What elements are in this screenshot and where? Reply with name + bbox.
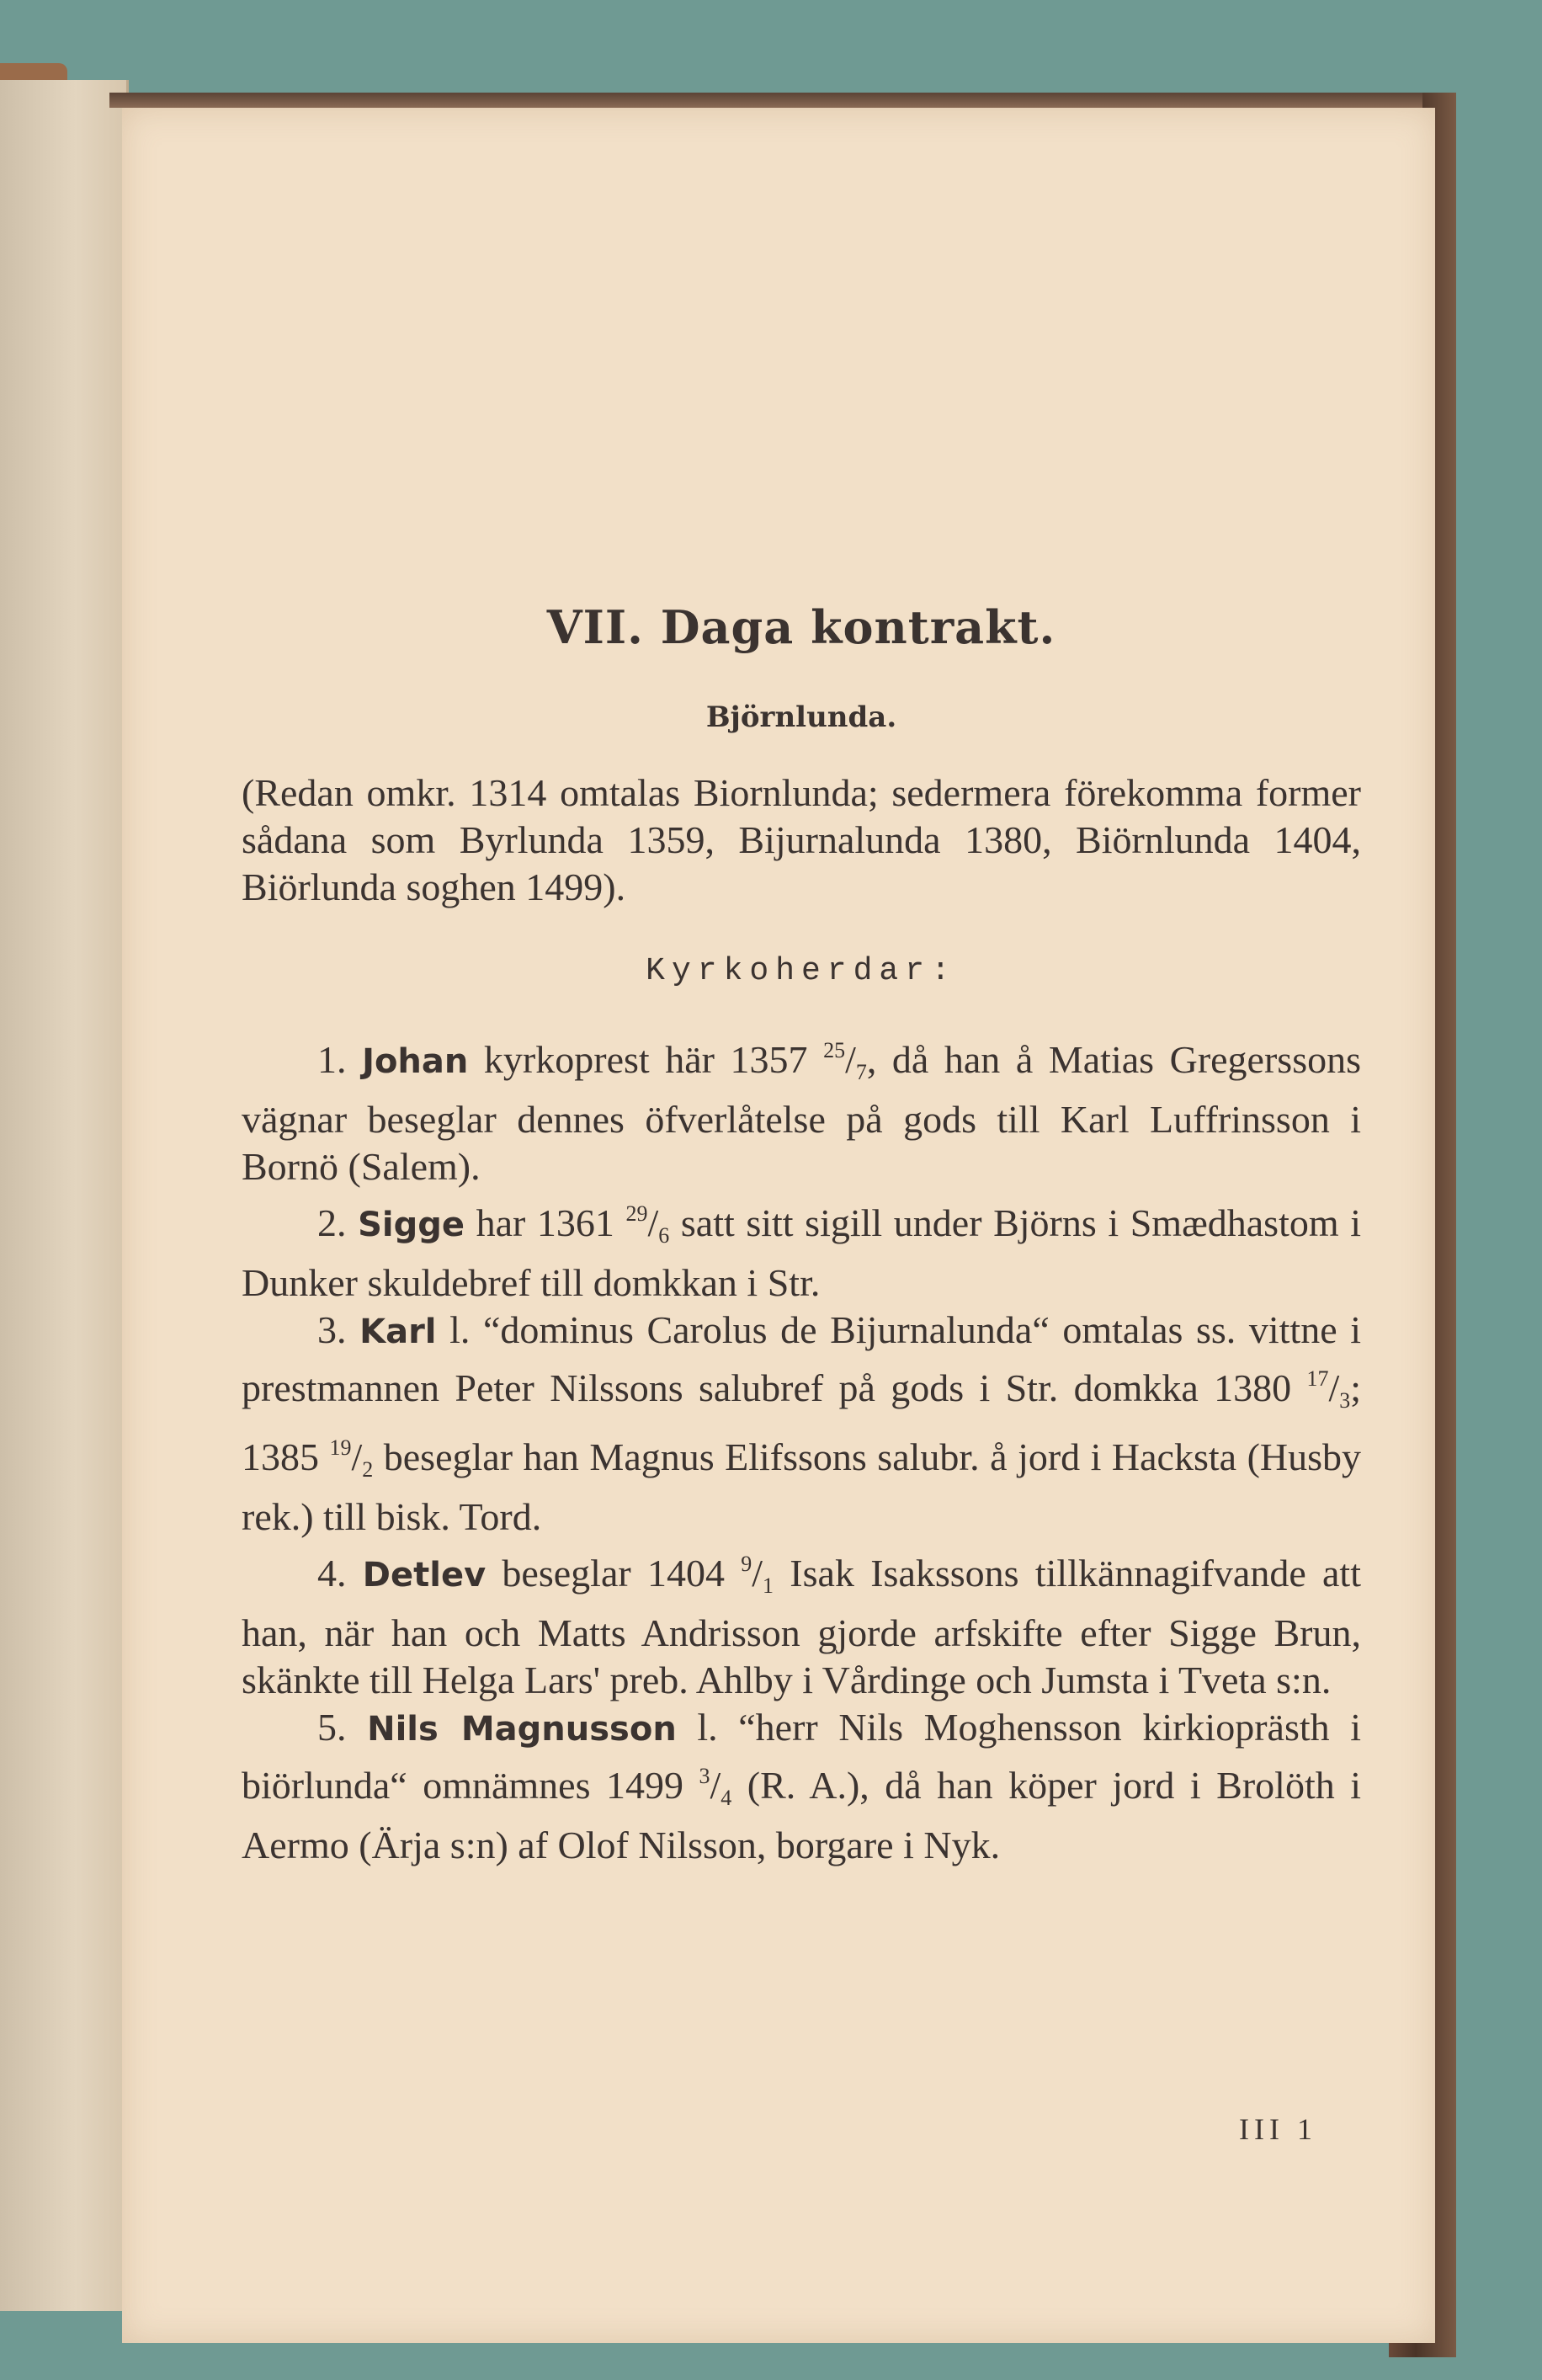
entry-4: 4. Detlev beseglar 1404 $^9/_1$ Isak Isakssons tillkännagifvande att han, när han och Matts Andrisson gjorde arfskifte efter Sigge Brun, skänkte till Helga Lars' preb. Ahlby i Vårdinge och Jumsta i Tveta s:n. [242,1552,1361,1701]
entry-1: 1. Johan kyrkoprest här 1357 $^{25}/_7$, då han å Matias Gregerssons vägnar beseglar dennes öfverlåtelse på gods till Karl Luffrinsson i Bornö (Salem). [242,1038,1361,1188]
intro-paragraph: (Redan omkr. 1314 omtalas Biornlunda; sedermera förekomma former sådana som Byrlunda 1359, Bijurnalunda 1380, Biörnlunda 1404, Biörlunda soghen 1499). [242,771,1361,908]
entry-name: Karl [359,1312,437,1351]
entry-name: Nils Magnusson [367,1710,677,1749]
left-page-edge [0,80,129,2311]
book-page [122,108,1435,2343]
entry-name: Detlev [362,1556,487,1595]
chapter-title: VII. Daga kontrakt. [546,600,1056,654]
section-heading: Kyrkoherdar: [646,953,957,989]
entry-2: 2. Sigge har 1361 $^{29}/_6$ satt sitt sigill under Björns i Smædhastom i Dunker skuldebref till domkkan i Str. [242,1201,1362,1304]
entry-name: Johan [362,1042,469,1081]
entry-name: Sigge [358,1206,465,1244]
place-title: Björnlunda. [705,700,897,734]
entry-3: 3. Karl l. “dominus Carolus de Bijurnalunda“ omtalas ss. vittne i prestmannen Peter Nilssons salubref på gods i Str. domkka 1380 $^{17}/_3$; 1385 $^{19}/_2$ beseglar han Magnus Elifssons salubr. å jord i Hacksta (Husby rek.) till bisk. Tord. [242,1308,1362,1538]
page-top-edge [109,93,1422,108]
printer-signature: III 1 [1239,2112,1317,2146]
entry-5: 5. Nils Magnusson l. “herr Nils Moghensson kirkioprästh i biörlunda“ omnämnes 1499 $^3/_4$ (R. A.), då han köper jord i Brolöth i Aermo (Ärja s:n) af Olof Nilsson, borgare i Nyk. [242,1706,1362,1866]
page-text [242,600,1361,1869]
